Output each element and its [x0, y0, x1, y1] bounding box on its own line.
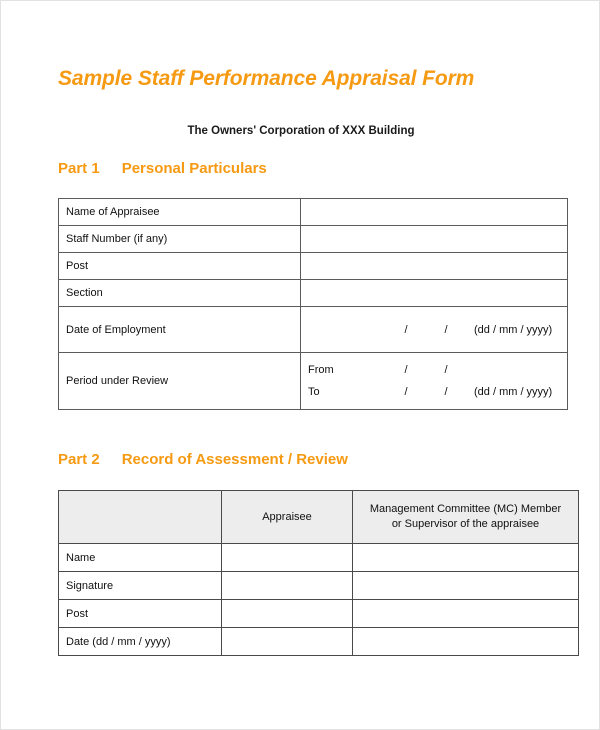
personal-particulars-table: [58, 198, 568, 410]
table-row: [59, 544, 579, 572]
date-format-hint: (dd / mm / yyyy): [474, 386, 553, 398]
field-input-period-under-review[interactable]: [301, 353, 568, 410]
column-header-mc-member-line2: or Supervisor of the appraisee: [391, 518, 540, 530]
field-input-mc-name[interactable]: [353, 544, 579, 572]
field-label: Name: [59, 544, 222, 572]
period-stack: [301, 353, 567, 409]
date-entry-line: [301, 307, 567, 352]
date-slash-2: /: [444, 323, 448, 336]
column-header-mc-member-line1: Management Committee (MC) Member: [369, 503, 562, 515]
column-header-mc-member: [353, 491, 579, 544]
record-of-assessment-table: [58, 490, 579, 656]
part-2-heading: [58, 451, 348, 468]
field-label: Post: [59, 600, 222, 628]
field-input-staff-number[interactable]: [301, 226, 568, 253]
field-input-appraisee-date[interactable]: [222, 628, 353, 656]
period-to-line: [301, 381, 567, 403]
part-2-label: Record of Assessment / Review: [121, 451, 348, 468]
date-slash-1: /: [404, 323, 408, 336]
field-label: Section: [59, 280, 301, 307]
table-row: [59, 199, 568, 226]
field-label: Signature: [59, 572, 222, 600]
field-label: Post: [59, 253, 301, 280]
date-slash-1: /: [404, 364, 408, 376]
date-slash-2: /: [444, 364, 448, 376]
part-1-heading: [58, 160, 267, 177]
field-input-mc-post[interactable]: [353, 600, 579, 628]
field-input-name-of-appraisee[interactable]: [301, 199, 568, 226]
table-row: [59, 280, 568, 307]
date-format-hint: (dd / mm / yyyy): [474, 323, 553, 336]
table-row: [59, 353, 568, 410]
field-input-mc-signature[interactable]: [353, 572, 579, 600]
field-label: Staff Number (if any): [59, 226, 301, 253]
field-label: Period under Review: [59, 353, 301, 410]
table-row: [59, 572, 579, 600]
field-label: Date (dd / mm / yyyy): [59, 628, 222, 656]
part-1-number: Part 1: [58, 160, 100, 177]
field-input-mc-date[interactable]: [353, 628, 579, 656]
part-2-number: Part 2: [58, 451, 100, 468]
date-slash-1: /: [404, 386, 408, 398]
period-from-line: [301, 359, 567, 381]
document-subtitle: The Owners' Corporation of XXX Building: [187, 125, 415, 137]
field-label: Name of Appraisee: [59, 199, 301, 226]
table-row: [59, 226, 568, 253]
date-slash-2: /: [444, 386, 448, 398]
table-row: [59, 628, 579, 656]
column-header-appraisee: Appraisee: [222, 491, 353, 544]
period-from-label: From: [308, 364, 334, 376]
field-input-section[interactable]: [301, 280, 568, 307]
field-input-post[interactable]: [301, 253, 568, 280]
document-title: Sample Staff Performance Appraisal Form: [58, 67, 475, 90]
field-input-date-of-employment[interactable]: [301, 307, 568, 353]
table-row: [59, 600, 579, 628]
part-1-label: Personal Particulars: [121, 160, 267, 177]
table-row: [59, 307, 568, 353]
field-input-appraisee-signature[interactable]: [222, 572, 353, 600]
table-row: [59, 253, 568, 280]
field-input-appraisee-post[interactable]: [222, 600, 353, 628]
field-input-appraisee-name[interactable]: [222, 544, 353, 572]
column-header-blank: [59, 491, 222, 544]
table-header-row: [59, 491, 579, 544]
period-to-label: To: [308, 386, 320, 398]
field-label: Date of Employment: [59, 307, 301, 353]
